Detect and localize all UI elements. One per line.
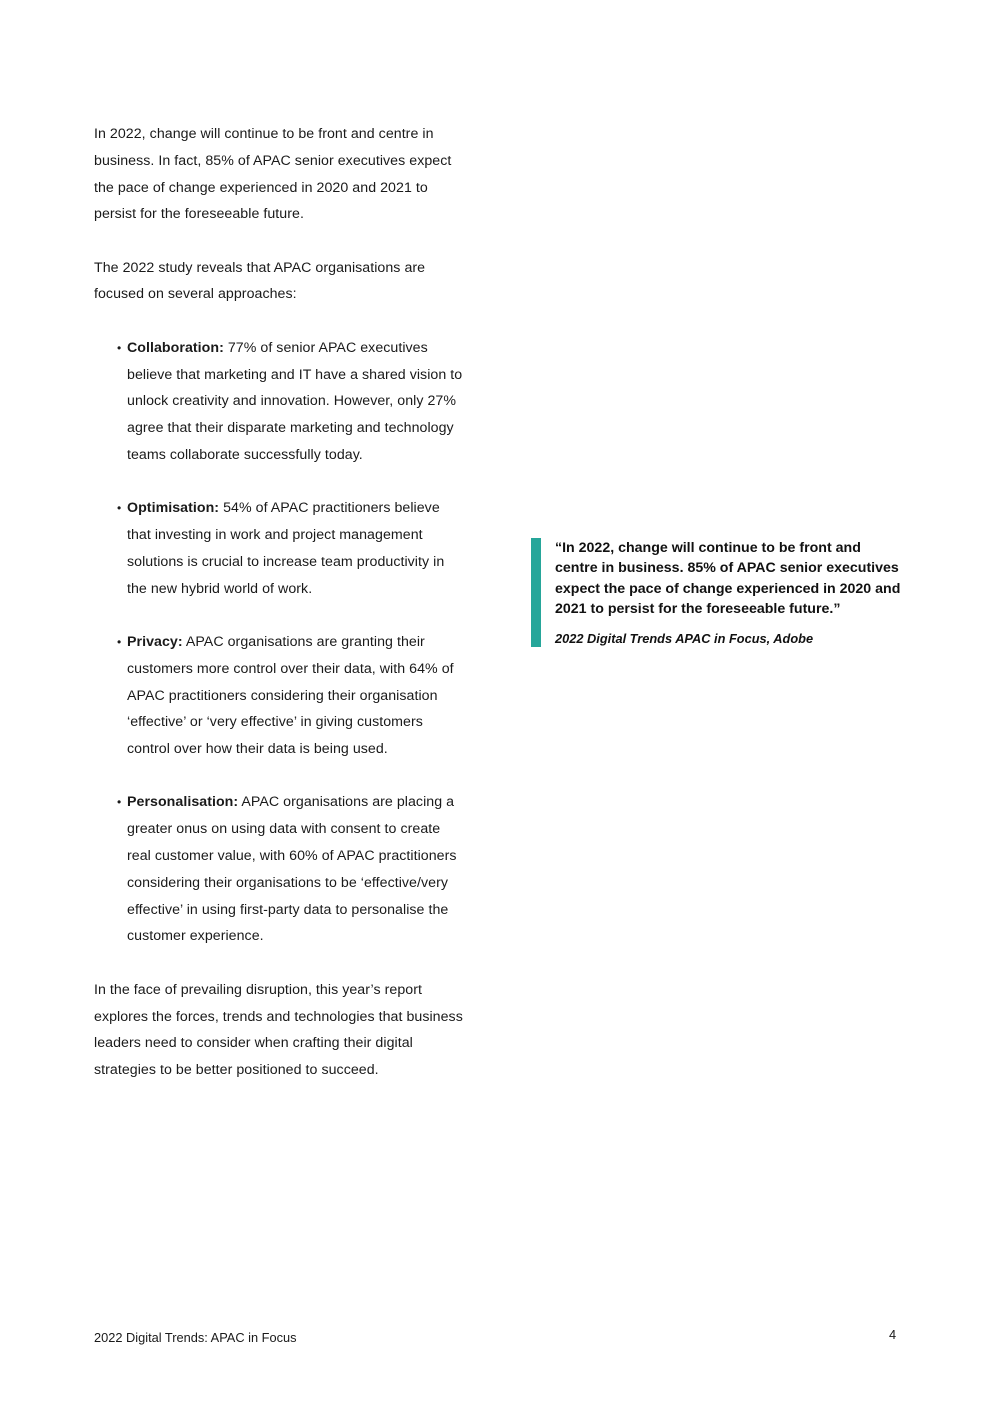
pull-quote-text: “In 2022, change will continue to be front and centre in business. 85% of APAC senior executives expect the pace of change experienced in 2020 and 2021 to persist for the foreseeable future.”: [555, 540, 901, 617]
main-body-column: [94, 121, 469, 1110]
pull-quote-source: 2022 Digital Trends APAC in Focus, Adobe: [555, 631, 814, 647]
bullet-marker: •: [117, 501, 122, 516]
bullet-text-collaboration: 77% of senior APAC executives believe that marketing and IT have a shared vision to unlock creativity and innovation. However, only 27% agree that their disparate marketing and technology teams collaborate successfully today.: [127, 339, 463, 463]
bullet-term-personalisation: Personalisation:: [127, 794, 239, 811]
list-item-personalisation: [94, 789, 467, 950]
bullet-term-privacy: Privacy:: [127, 633, 183, 650]
intro-paragraph-1: In 2022, change will continue to be front and centre in business. In fact, 85% of APAC senior executives expect the pace of change experienced in 2020 and 2021 to persist for the foreseeable future.: [94, 126, 452, 223]
list-item-collaboration: [94, 335, 467, 469]
page-number: 4: [889, 1327, 897, 1342]
approaches-list: [94, 335, 469, 950]
bullet-marker: •: [117, 340, 122, 355]
bullet-marker: •: [117, 795, 122, 810]
pull-quote: [531, 538, 901, 647]
list-item-optimisation: [94, 495, 467, 602]
list-item-privacy: [94, 629, 467, 763]
bullet-text-privacy: APAC organisations are granting their customers more control over their data, with 64% of APAC practitioners considering their organisation ‘effective’ or ‘very effective’ in giving customers control over how their data is being used.: [127, 633, 454, 758]
bullet-text-optimisation: 54% of APAC practitioners believe that investing in work and project management solutions is crucial to increase team productivity in the new hybrid world of work.: [127, 500, 445, 597]
bullet-text-personalisation: APAC organisations are placing a greater onus on using data with consent to create real customer value, with 60% of APAC practitioners considering their organisations to be ‘effective/very effective’ in using first-party data to personalise the customer experience.: [127, 794, 457, 945]
closing-paragraph: In the face of prevailing disruption, this year’s report explores the forces, trends and technologies that business leaders need to consider when crafting their digital strategies to be better positioned to succeed.: [94, 981, 463, 1079]
bullet-marker: •: [117, 634, 122, 649]
footer-document-title: 2022 Digital Trends: APAC in Focus: [94, 1330, 297, 1345]
bullet-term-collaboration: Collaboration:: [127, 339, 224, 356]
intro-paragraph-2: The 2022 study reveals that APAC organisations are focused on several approaches:: [94, 259, 426, 303]
bullet-term-optimisation: Optimisation:: [127, 500, 220, 517]
